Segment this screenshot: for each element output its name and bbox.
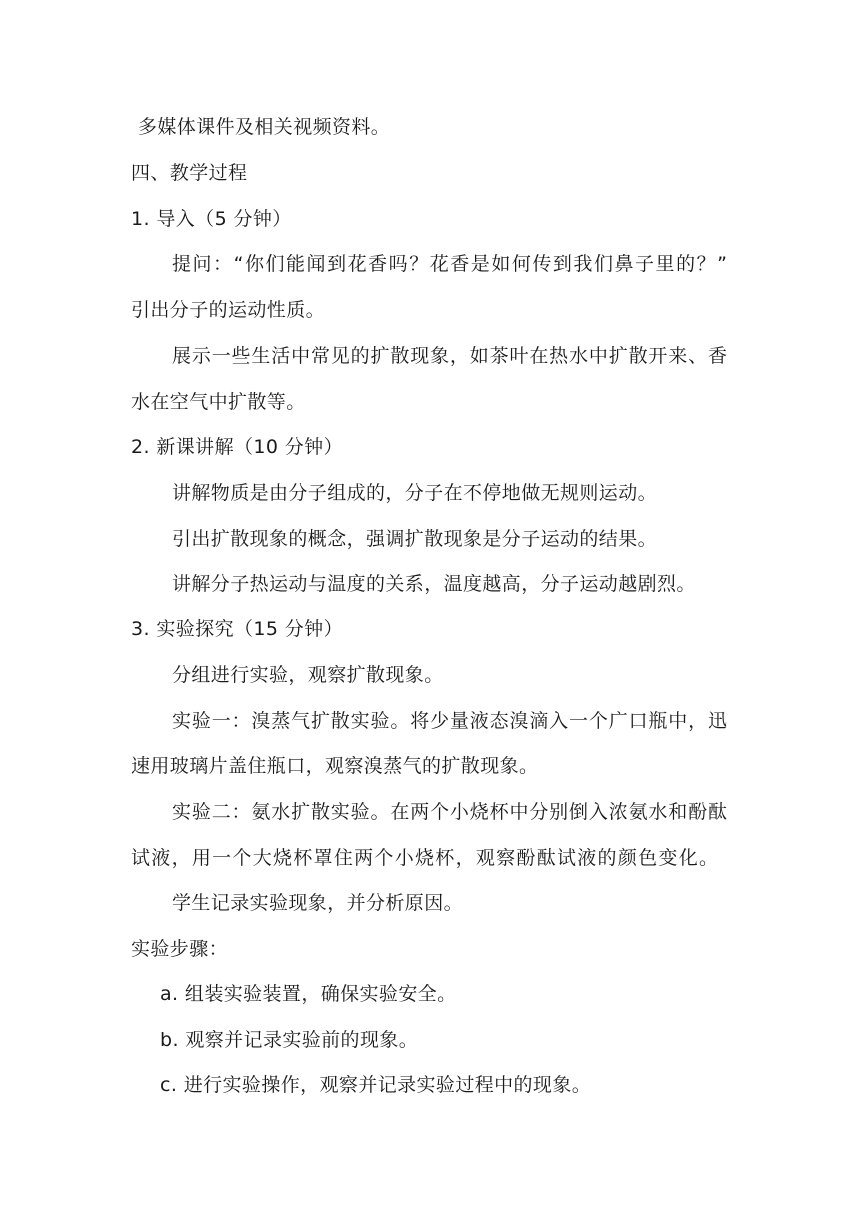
paragraph-line: 学生记录实验现象，并分析原因。 bbox=[172, 892, 464, 914]
list-item: c. 进行实验操作，观察并记录实验过程中的现象。 bbox=[160, 1074, 592, 1096]
step-1-heading: 1. 导入（5 分钟） bbox=[131, 208, 292, 230]
steps-heading: 实验步骤： bbox=[131, 938, 229, 960]
materials-line: 多媒体课件及相关视频资料。 bbox=[138, 116, 391, 138]
paragraph-line: 讲解物质是由分子组成的，分子在不停地做无规则运动。 bbox=[172, 482, 658, 504]
step-2-heading: 2. 新课讲解（10 分钟） bbox=[131, 436, 343, 458]
paragraph-line: 实验二：氨水扩散实验。在两个小烧杯中分别倒入浓氨水和酚酞 bbox=[172, 801, 727, 823]
paragraph-line: 速用玻璃片盖住瓶口，观察溴蒸气的扩散现象。 bbox=[131, 755, 539, 777]
paragraph-line: 讲解分子热运动与温度的关系，温度越高，分子运动越剧烈。 bbox=[172, 573, 696, 595]
paragraph-line: 展示一些生活中常见的扩散现象，如茶叶在热水中扩散开来、香 bbox=[172, 345, 727, 367]
paragraph-line: 引出分子的运动性质。 bbox=[131, 299, 326, 321]
paragraph-line: 分组进行实验，观察扩散现象。 bbox=[172, 664, 444, 686]
paragraph-line: 提问：“你们能闻到花香吗？花香是如何传到我们鼻子里的？” bbox=[172, 253, 727, 275]
paragraph-line: 水在空气中扩散等。 bbox=[131, 391, 306, 413]
list-item: b. 观察并记录实验前的现象。 bbox=[160, 1029, 419, 1051]
section-heading-teaching-process: 四、教学过程 bbox=[131, 162, 248, 184]
paragraph-line: 实验一：溴蒸气扩散实验。将少量液态溴滴入一个广口瓶中，迅 bbox=[172, 710, 727, 732]
paragraph-line: 试液，用一个大烧杯罩住两个小烧杯，观察酚酞试液的颜色变化。 bbox=[131, 847, 718, 869]
step-3-heading: 3. 实验探究（15 分钟） bbox=[131, 618, 343, 640]
list-item: a. 组装实验装置，确保实验安全。 bbox=[160, 983, 457, 1005]
paragraph-line: 引出扩散现象的概念，强调扩散现象是分子运动的结果。 bbox=[172, 528, 658, 550]
